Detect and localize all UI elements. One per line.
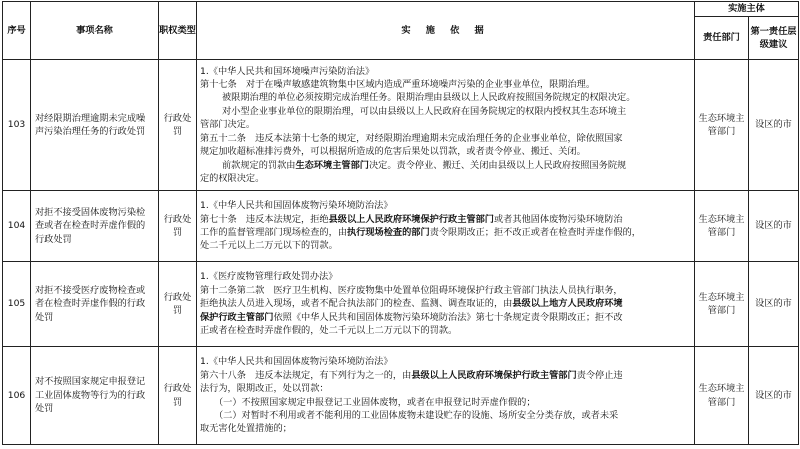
- basis-text: 工作的监督管理部门现场检查的，由: [200, 227, 347, 238]
- basis-text: 定的权限决定。: [200, 172, 265, 184]
- basis-text: （一）不按照国家规定申报登记工业固体废物，或者在申报登记时弄虚作假的；: [214, 396, 536, 408]
- basis-text: 第五十二条 违反本法第十七条的规定，对经限期治理逾期未完成治理任务的企业事业单位，除依照国家: [200, 132, 623, 144]
- basis-line: [200, 284, 691, 297]
- basis-line: [200, 199, 691, 212]
- row-seq: 105: [3, 262, 31, 347]
- row-dept: 生态环境主管部门: [695, 60, 749, 191]
- header-name: 事项名称: [31, 2, 159, 60]
- basis-line: [200, 105, 691, 118]
- basis-text: 取无害化处置措施的；: [200, 423, 292, 435]
- basis-line: [200, 270, 691, 283]
- basis-line: [200, 355, 691, 368]
- basis-line: [200, 297, 691, 310]
- basis-text: 第七十条 违反本法规定，拒绝: [200, 213, 329, 225]
- basis-text: 法行为，限期改正，处以罚款：: [200, 383, 329, 395]
- basis-text: 依照《中华人民共和国固体废物污染环境防治法》第七十条规定责令限期改正；拒不改: [273, 311, 623, 323]
- basis-line: [200, 145, 691, 158]
- basis-emphasis: 县级以上人民政府环境保护行政主管部门: [328, 213, 494, 225]
- basis-line: [200, 324, 691, 337]
- basis-line: [200, 409, 691, 422]
- row-basis: [197, 262, 695, 347]
- basis-emphasis: 县级以上地方人民政府环境: [512, 298, 623, 310]
- row-basis: [197, 60, 695, 191]
- row-dept: 生态环境主管部门: [695, 347, 749, 445]
- basis-line: [200, 118, 691, 131]
- basis-line: [200, 213, 691, 226]
- row-dept: 生态环境主管部门: [695, 191, 749, 262]
- table-row: [3, 191, 799, 262]
- basis-line: [200, 78, 691, 91]
- row-basis: [197, 347, 695, 445]
- basis-line: [200, 132, 691, 145]
- basis-text: 或者其他固体废物污染环境防治: [494, 213, 623, 225]
- header-dept: 责任部门: [695, 17, 749, 60]
- basis-text: 第十七条 对于在噪声敏感建筑物集中区域内造成严重环境噪声污染的企业事业单位，限期治理。: [200, 79, 596, 91]
- basis-text: 正或者在检查时弄虚作假的，处二千元以上二万元以下的罚款。: [200, 325, 458, 337]
- basis-emphasis: 保护行政主管部门: [200, 311, 274, 323]
- basis-text: 管部门决定。: [200, 119, 256, 131]
- table-row: [3, 60, 799, 191]
- enforcement-table: [2, 1, 799, 445]
- header-level: 第一责任层级建议: [749, 17, 799, 60]
- row-level: 设区的市: [749, 347, 799, 445]
- row-basis: [197, 191, 695, 262]
- basis-text: 被限期治理的单位必须按期完成治理任务。限期治理由县级以上人民政府按照国务院规定的权限决定。: [222, 92, 636, 104]
- row-level: 设区的市: [749, 60, 799, 191]
- basis-line: [200, 91, 691, 104]
- basis-line: [200, 382, 691, 395]
- header-subject: 实施主体: [695, 2, 799, 17]
- header-type: 职权类型: [159, 2, 197, 60]
- row-power-type: 行政处罚: [159, 262, 197, 347]
- basis-text: 处二千元以上二万元以下的罚款。: [200, 240, 338, 252]
- row-level: 设区的市: [749, 262, 799, 347]
- basis-text: 对小型企业事业单位的限期治理，可以由县级以上人民政府在国务院规定的权限内授权其生态环境主: [222, 105, 627, 117]
- basis-text: 前款规定的罚款由: [222, 159, 296, 171]
- row-seq: 103: [3, 60, 31, 191]
- basis-emphasis: 执行现场检查的部门: [347, 227, 430, 238]
- basis-line: [200, 369, 691, 382]
- basis-text: 决定。责令停业、搬迁、关闭由县级以上人民政府按照国务院规: [369, 159, 627, 171]
- basis-line: [200, 65, 691, 78]
- table-row: [3, 347, 799, 445]
- basis-line: [200, 172, 691, 185]
- row-item-name: 对拒不接受医疗废物检查或者在检查时弄虚作假的行政处罚: [31, 262, 159, 347]
- basis-text: 责令停止违: [576, 369, 623, 381]
- row-dept: 生态环境主管部门: [695, 262, 749, 347]
- row-seq: 106: [3, 347, 31, 445]
- row-power-type: 行政处罚: [159, 347, 197, 445]
- header-basis: 实 施 依 据: [197, 2, 695, 60]
- header-seq: 序号: [3, 2, 31, 60]
- row-power-type: 行政处罚: [159, 191, 197, 262]
- basis-text: 拒绝执法人员进入现场，或者不配合执法部门的检查、监测、调查取证的，由: [200, 298, 513, 310]
- row-item-name: 对拒不接受固体废物污染检查或者在检查时弄虚作假的行政处罚: [31, 191, 159, 262]
- basis-text: 规定加收超标准排污费外，可以根据所造成的危害后果处以罚款，或者责令停业、搬迁、关闭。: [200, 146, 586, 158]
- basis-line: [200, 311, 691, 324]
- table-row: [3, 262, 799, 347]
- basis-emphasis: 生态环境主管部门: [295, 159, 369, 171]
- row-power-type: 行政处罚: [159, 60, 197, 191]
- basis-emphasis: 县级以上人民政府环境保护行政主管部门: [411, 369, 577, 381]
- basis-line: [200, 422, 691, 435]
- row-seq: 104: [3, 191, 31, 262]
- basis-text: 1.《中华人民共和国环境噪声污染防治法》: [200, 65, 375, 77]
- basis-text: 第十二条第二款 医疗卫生机构、医疗废物集中处置单位阻碍环境保护行政主管部门执法人员执行职务，: [200, 284, 623, 296]
- basis-line: [200, 226, 691, 239]
- row-item-name: 对经限期治理逾期未完成噪声污染治理任务的行政处罚: [31, 60, 159, 191]
- basis-line: [200, 396, 691, 409]
- basis-text: 1.《中华人民共和国固体废物污染环境防治法》: [200, 200, 393, 212]
- basis-text: 1.《中华人民共和国固体废物污染环境防治法》: [200, 356, 393, 368]
- basis-text: 1.《医疗废物管理行政处罚办法》: [200, 271, 338, 283]
- basis-line: [200, 239, 691, 252]
- basis-line: [200, 159, 691, 172]
- basis-text: 第六十八条 违反本法规定，有下列行为之一的，由: [200, 369, 412, 381]
- basis-text: 责令限期改正；拒不改正或者在检查时弄虚作假的，: [429, 227, 641, 238]
- row-level: 设区的市: [749, 191, 799, 262]
- basis-text: （二）对暂时不利用或者不能利用的工业固体废物未建设贮存的设施、场所安全分类存放，或者未采: [214, 409, 619, 421]
- row-item-name: 对不按照国家规定申报登记工业固体废物等行为的行政处罚: [31, 347, 159, 445]
